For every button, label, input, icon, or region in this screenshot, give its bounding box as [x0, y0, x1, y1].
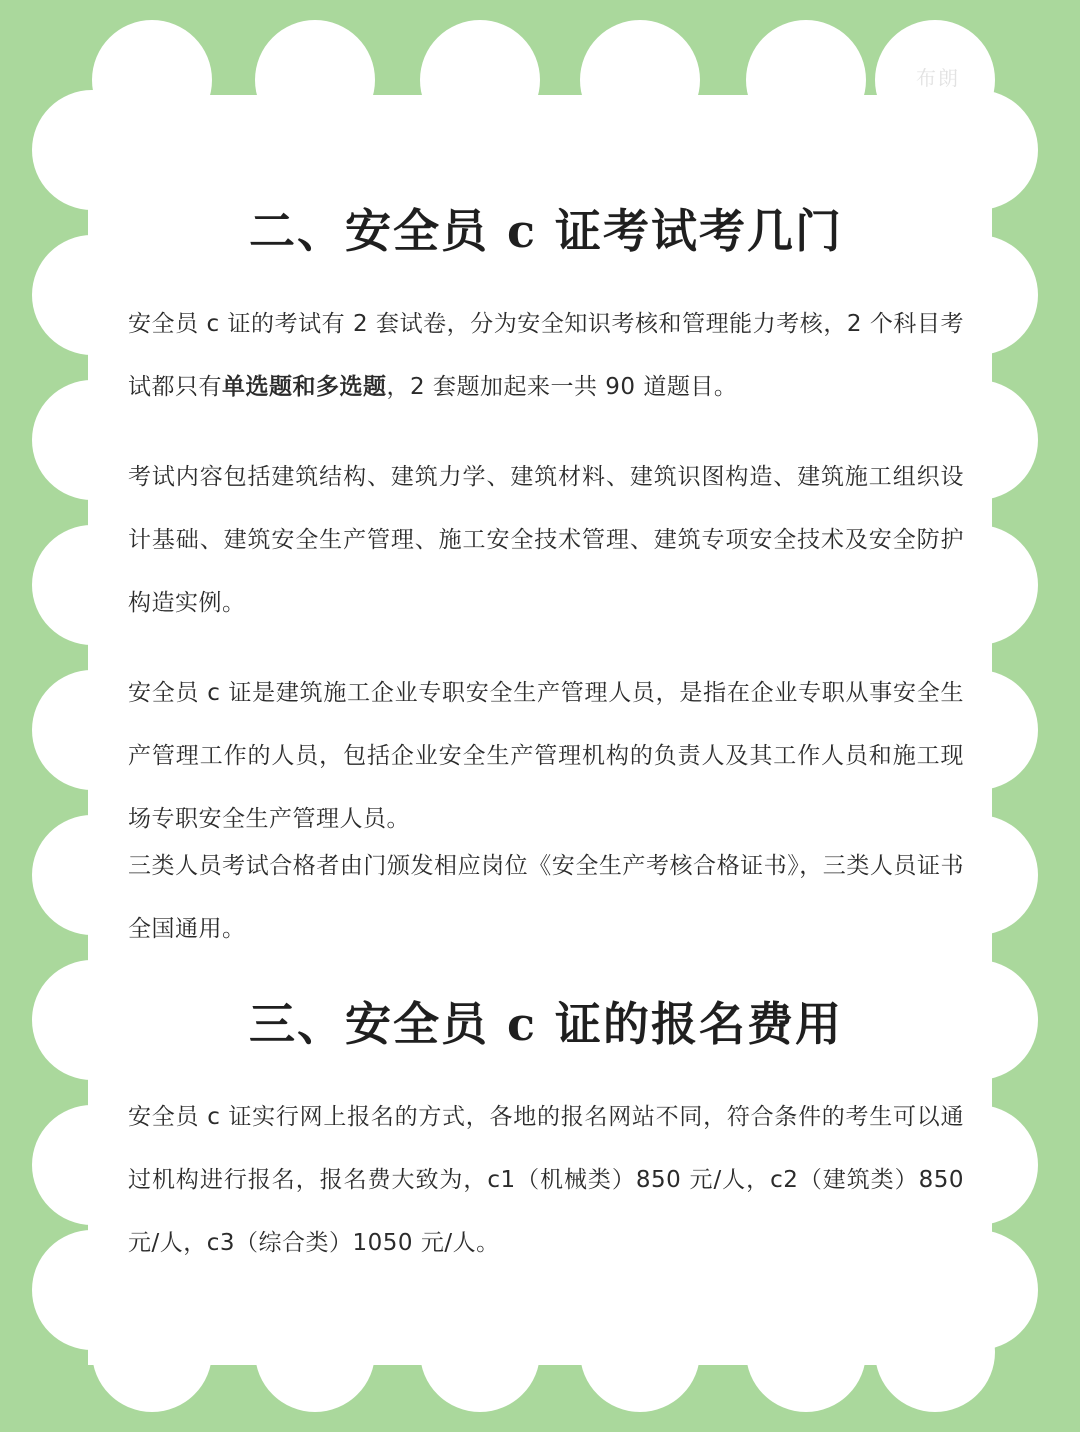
- p1-text-after: ，2 套题加起来一共 90 道题目。: [386, 374, 738, 400]
- section-2-paragraph-2: 考试内容包括建筑结构、建筑力学、建筑材料、建筑识图构造、建筑施工组织设计基础、建筑安全生产管理、施工安全技术管理、建筑专项安全技术及安全防护构造实例。: [128, 464, 964, 616]
- p1-text-before: 安全员 c 证的考试有 2 套试卷，分为安全知识考核和管理能力考核，2 个科目考试都只有: [128, 311, 964, 400]
- section-3-heading: 三、安全员 c 证的报名费用: [248, 997, 844, 1051]
- section-2-heading: 二、安全员 c 证考试考几门: [248, 204, 844, 258]
- section-2-paragraph-1: [128, 293, 964, 419]
- section-2-paragraph-4: 三类人员考试合格者由门颁发相应岗位《安全生产考核合格证书》，三类人员证书全国通用。: [128, 853, 964, 942]
- p1-bold-text: 单选题和多选题: [222, 374, 387, 400]
- section-2-paragraph-3: 安全员 c 证是建筑施工企业专职安全生产管理人员，是指在企业专职从事安全生产管理工作的人员，包括企业安全生产管理机构的负责人及其工作人员和施工现场专职安全生产管理人员。: [128, 680, 964, 832]
- watermark: 布朗: [916, 66, 960, 90]
- section-3-paragraph-1: 安全员 c 证实行网上报名的方式，各地的报名网站不同，符合条件的考生可以通过机构进行报名，报名费大致为，c1（机械类）850 元/人，c2（建筑类）850 元/人，c3（综合类）1050 元/人。: [128, 1104, 964, 1256]
- article-content: [128, 186, 964, 1275]
